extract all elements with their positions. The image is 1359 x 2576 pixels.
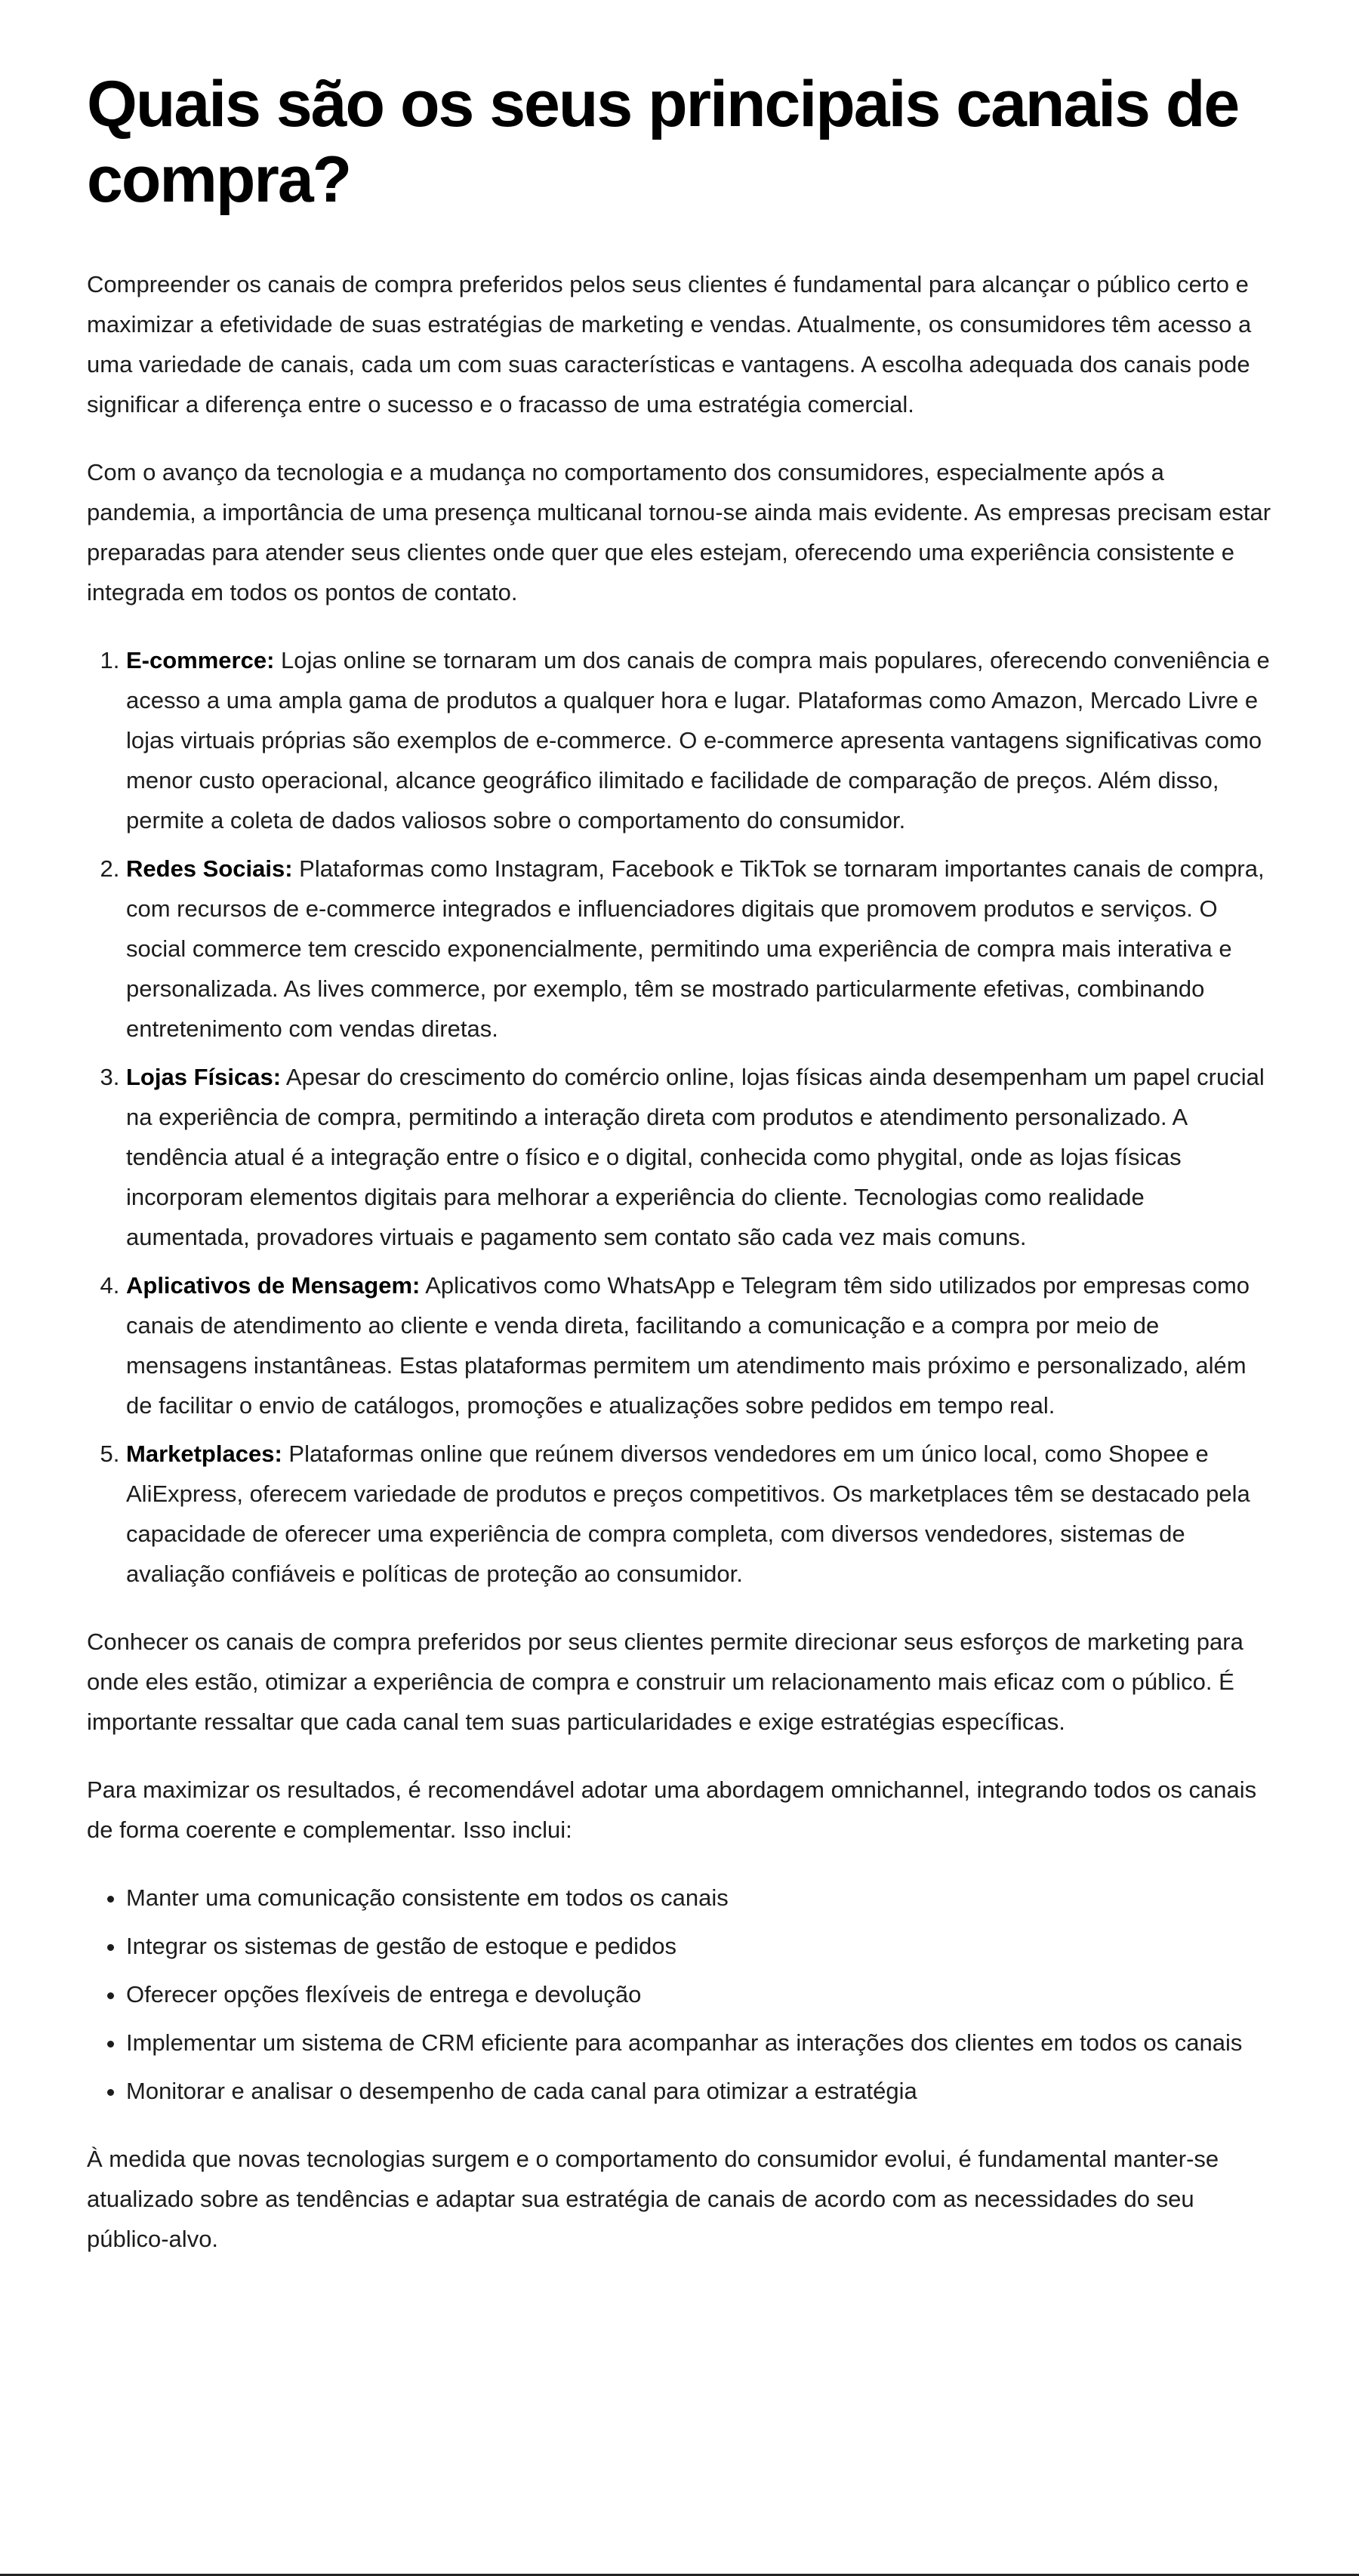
list-item [126, 640, 1272, 840]
summary-paragraph: Conhecer os canais de compra preferidos por seus clientes permite direcionar seus esforços de marketing para onde eles estão, otimizar a experiência de compra e construir um relacionamento mais eficaz com o público. É importante ressaltar que cada canal tem suas particularidades e exige estratégias específicas. [87, 1628, 1243, 1735]
channel-name: Lojas Físicas: [126, 1064, 282, 1090]
intro-paragraph: Compreender os canais de compra preferidos pelos seus clientes é fundamental para alcançar o público certo e maximizar a efetividade de suas estratégias de marketing e vendas. Atualmente, os consumidores têm acesso a uma variedade de canais, cada um com suas características e vantagens. A escolha adequada dos canais pode significar a diferença entre o sucesso e o fracasso de uma estratégia comercial. [87, 271, 1252, 418]
channel-description: Lojas online se tornaram um dos canais de compra mais populares, oferecendo conveniência e acesso a uma ampla gama de produtos a qualquer hora e lugar. Plataformas como Amazon, Mercado Livre e lojas virtuais próprias são exemplos de e-commerce. O e-commerce apresenta vantagens significativas como menor custo operacional, alcance geográfico ilimitado e facilidade de comparação de preços. Além disso, permite a coleta de dados valiosos sobre o comportamento do consumidor. [126, 647, 1270, 834]
channel-name: E-commerce: [126, 647, 275, 673]
channel-name: Redes Sociais: [126, 855, 293, 882]
page-title: Quais são os seus principais canais de compra? [87, 68, 1239, 216]
channel-description: Plataformas online que reúnem diversos vendedores em um único local, como Shopee e AliExpress, oferecem variedade de produtos e preços competitivos. Os marketplaces têm se destacado pela capacidade de oferecer uma experiência de compra completa, com diversos vendedores, sistemas de avaliação confiáveis e políticas de proteção ao consumidor. [126, 1441, 1250, 1587]
omnichannel-paragraph: Para maximizar os resultados, é recomendável adotar uma abordagem omnichannel, integrando todos os canais de forma coerente e complementar. Isso inclui: [87, 1776, 1257, 1843]
list-item: • Implementar um sistema de CRM eficiente para acompanhar as interações dos clientes em todos os canais [126, 2023, 1272, 2063]
channel-description: Aplicativos como WhatsApp e Telegram têm sido utilizados por empresas como canais de atendimento ao cliente e venda direta, facilitando a comunicação e a compra por meio de mensagens instantâneas. Estas plataformas permitem um atendimento mais próximo e personalizado, além de facilitar o envio de catálogos, promoções e atualizações sobre pedidos em tempo real. [126, 1272, 1250, 1419]
context-paragraph: Com o avanço da tecnologia e a mudança no comportamento dos consumidores, especialmente após a pandemia, a importância de uma presença multicanal tornou-se ainda mais evidente. As empresas precisam estar preparadas para atender seus clientes onde quer que eles estejam, oferecendo uma experiência consistente e integrada em todos os pontos de contato. [87, 459, 1271, 605]
conclusion-paragraph: À medida que novas tecnologias surgem e o comportamento do consumidor evolui, é fundamental manter-se atualizado sobre as tendências e adaptar sua estratégia de canais de acordo com as necessidades do seu público-alvo. [87, 2146, 1219, 2252]
channel-name: Marketplaces: [126, 1441, 282, 1467]
list-item: • Manter uma comunicação consistente em todos os canais [126, 1878, 1272, 1918]
channel-description: Plataformas como Instagram, Facebook e TikTok se tornaram importantes canais de compra, com recursos de e-commerce integrados e influenciadores digitais que promovem produtos e serviços. O social commerce tem crescido exponencialmente, permitindo uma experiência de compra mais interativa e personalizada. As lives commerce, por exemplo, têm se mostrado particularmente efetivas, combinando entretenimento com vendas diretas. [126, 855, 1265, 1042]
list-item [126, 1265, 1272, 1425]
list-item: • Integrar os sistemas de gestão de estoque e pedidos [126, 1926, 1272, 1966]
channels-list [87, 640, 1272, 1594]
article [87, 66, 1272, 2287]
list-item: • Oferecer opções flexíveis de entrega e devolução [126, 1974, 1272, 2014]
list-item: • Monitorar e analisar o desempenho de cada canal para otimizar a estratégia [126, 2071, 1272, 2111]
omnichannel-list [87, 1878, 1272, 2111]
channel-name: Aplicativos de Mensagem: [126, 1272, 421, 1299]
channel-description: Apesar do crescimento do comércio online, lojas físicas ainda desempenham um papel crucial na experiência de compra, permitindo a interação direta com produtos e atendimento personalizado. A tendência atual é a integração entre o físico e o digital, conhecida como phygital, onde as lojas físicas incorporam elementos digitais para melhorar a experiência do cliente. Tecnologias como realidade aumentada, provadores virtuais e pagamento sem contato são cada vez mais comuns. [126, 1064, 1265, 1250]
list-item [126, 1434, 1272, 1594]
list-item [126, 1057, 1272, 1257]
list-item [126, 849, 1272, 1049]
